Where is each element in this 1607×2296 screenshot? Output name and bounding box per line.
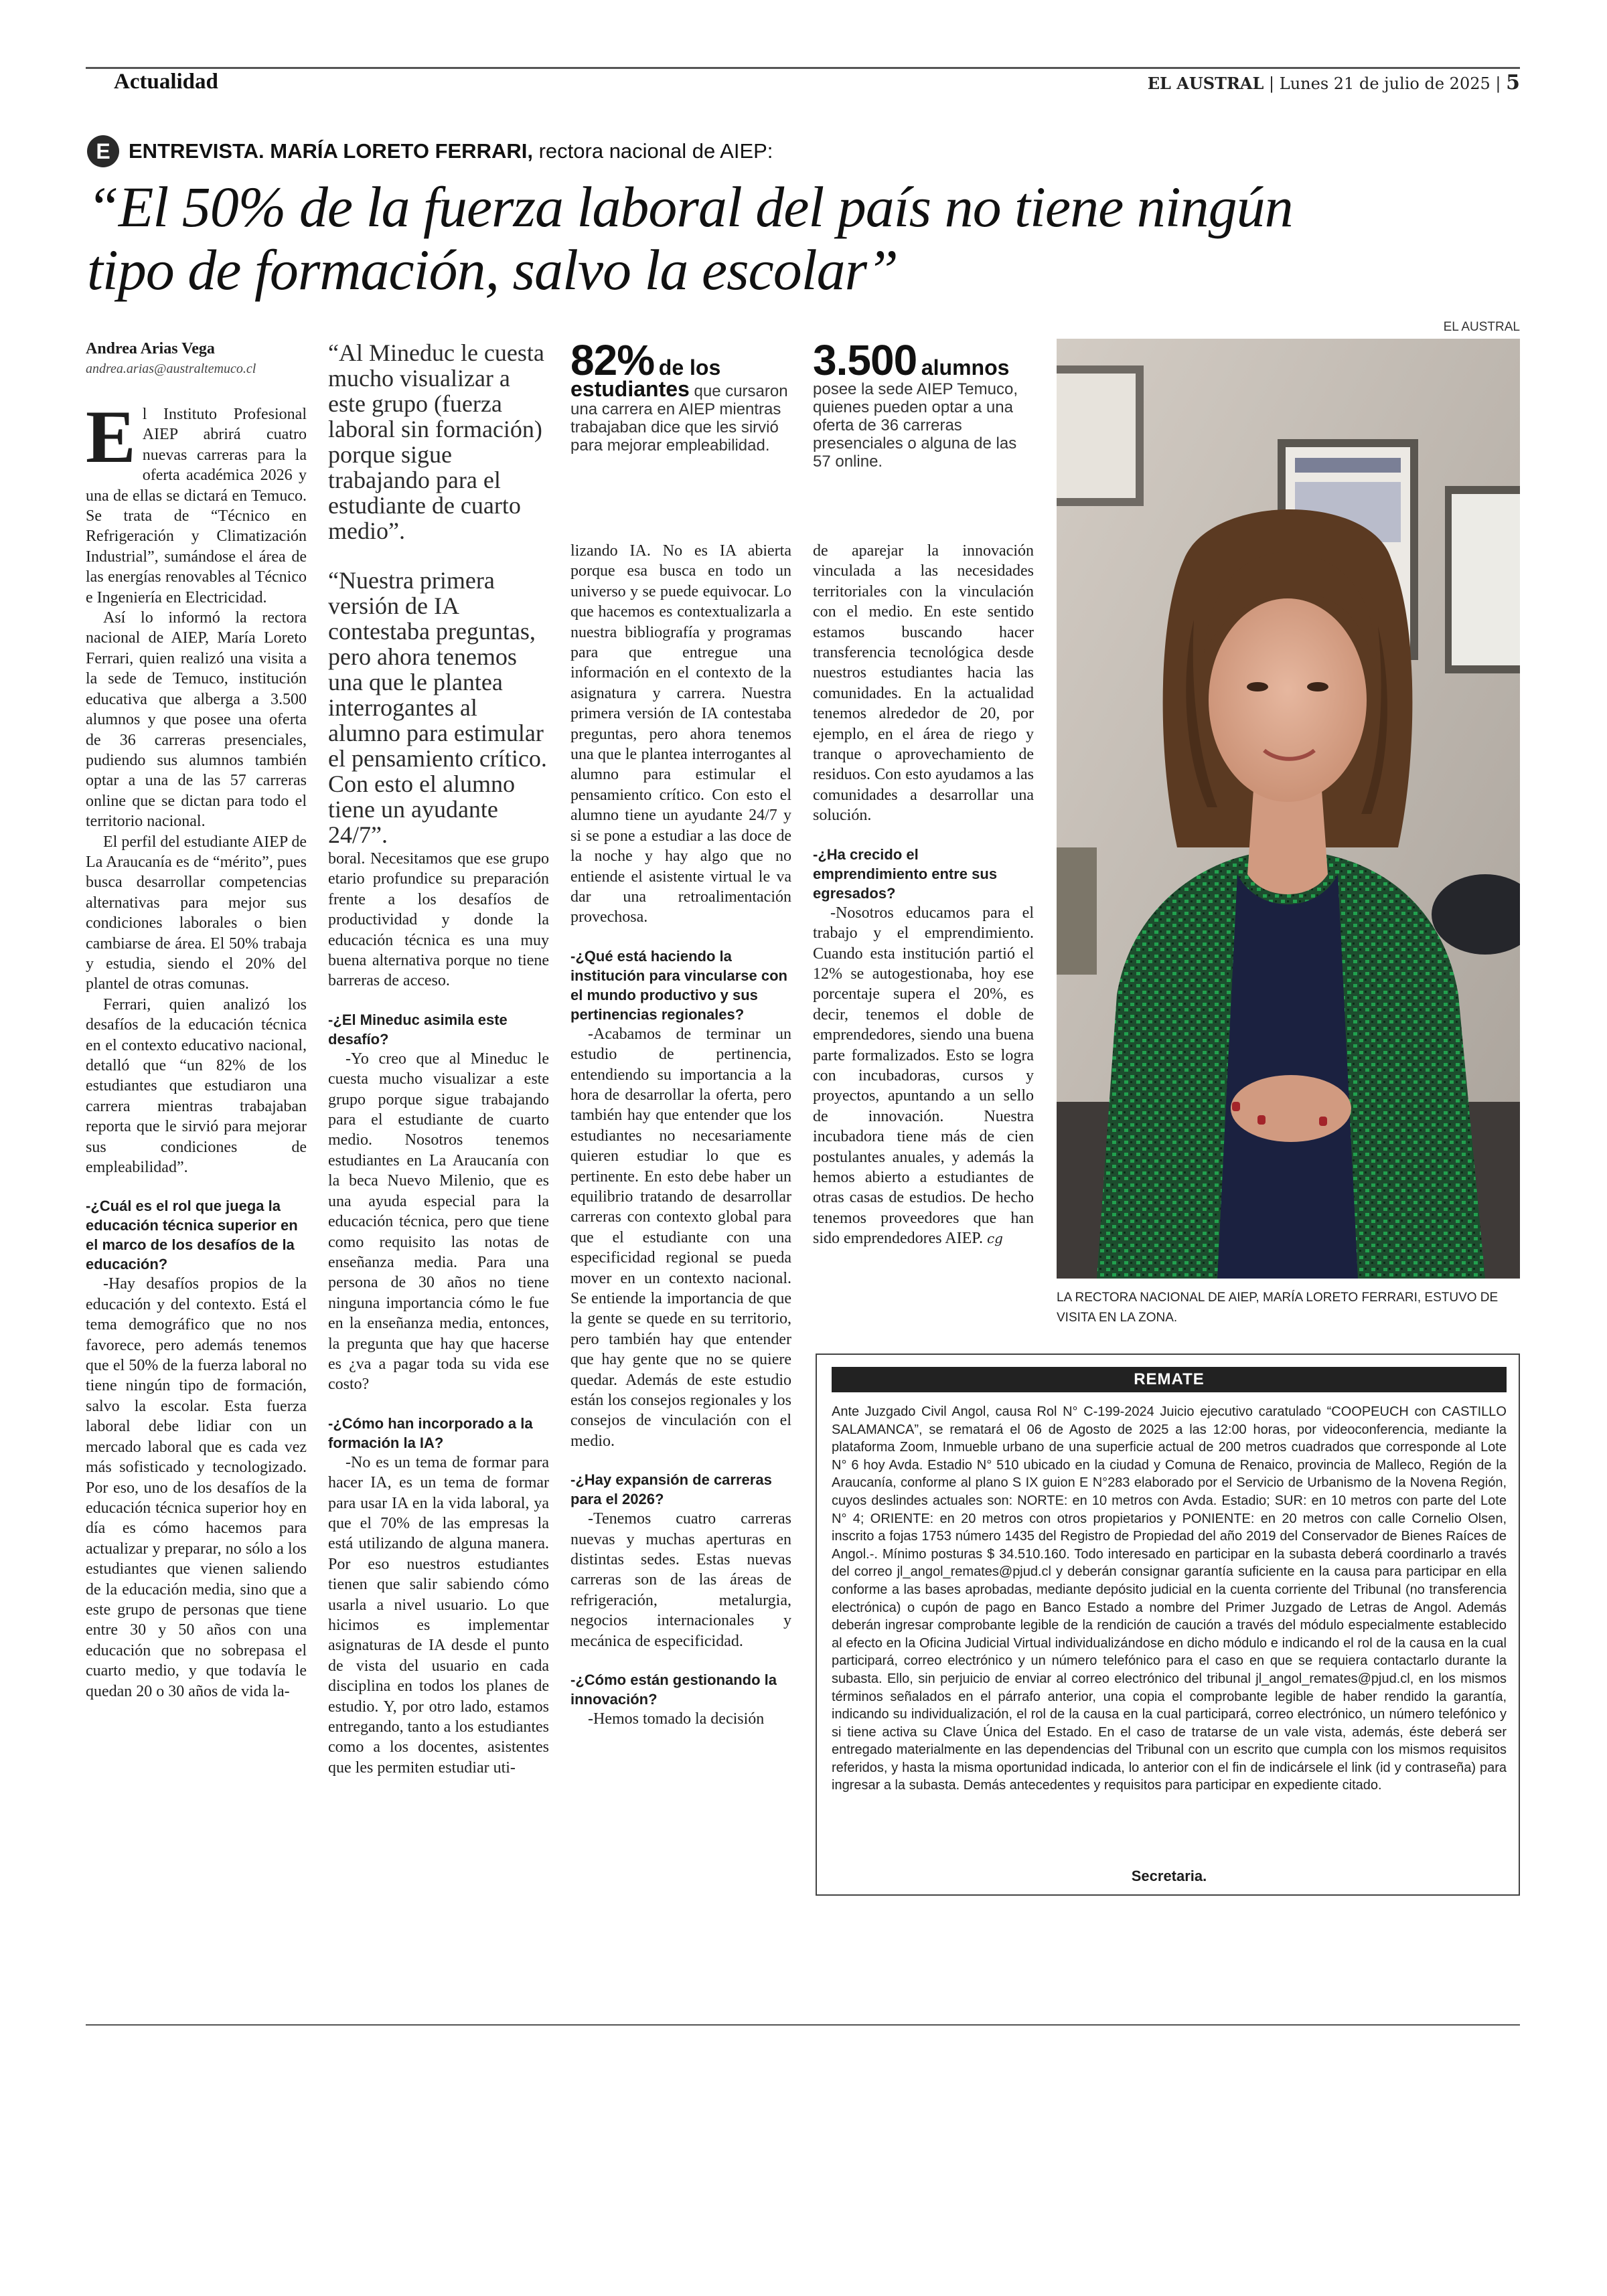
stat-value: 3.500 <box>813 336 917 384</box>
answer-text: -Nosotros educamos para el trabajo y el emprendimiento. Cuando esta institución partió el 12% se autogestionaba, hoy ese porcentaje supera el 20%, es decir, tenemos el doble de emprendedores, siendo una buena parte formalizados. Esto se logra con incubadoras, cursos y proyectos, apuntando a un sello de innovación. Nuestra incubadora tiene más de cien postulantes anuales, y además la hemos abierto a estudiantes de otras casas de estudios. De hecho tenemos proveedores que han sido emprendedores AIEP. <box>813 904 1034 1248</box>
pull-quote-2: “Nuestra primera versión de IA contestaba preguntas, pero ahora tenemos una que le plantea interrogantes al alumno para estimular el pensamiento crítico. Con esto el alumno tiene un ayudante 24/7”. <box>328 567 547 848</box>
interview-answer: -No es un tema de formar para hacer IA, es un tema de formar para usar IA en la vida laboral, ya que el 70% de las empresas la está utilizando de alguna manera. Por eso nuestros estudiantes tienen que salir sabiendo cómo usarla a nivel usuario. Lo que hicimos es implementar asignaturas de IA desde el punto de vista del usuario en cada disciplina en todos los planes de estudio. Y, por otro lado, estamos entregando, tanto a los estudiantes como a los docentes, asistentes que les permiten estudiar uti- <box>328 1453 549 1777</box>
kicker-type: ENTREVISTA. <box>129 139 264 163</box>
interview-question: -¿El Mineduc asimila este desafío? <box>328 1011 508 1048</box>
stat-lead: de los estudiantes <box>570 355 721 401</box>
interview-question: -¿Cómo están gestionando la innovación? <box>570 1671 777 1708</box>
page-number: 5 <box>1506 71 1520 94</box>
interview-question: -¿Qué está haciendo la institución para vincularse con el mundo productivo y sus pertinencias regionales? <box>570 947 787 1023</box>
end-mark-icon: cg <box>986 1230 1003 1247</box>
interview-question: -¿Ha crecido el emprendimiento entre sus egresados? <box>813 845 998 902</box>
kicker <box>87 134 773 169</box>
kicker-role: rectora nacional de AIEP: <box>538 139 773 163</box>
interview-answer: -Hemos tomado la decisión <box>588 1710 765 1728</box>
stat-value: 82% <box>570 336 655 384</box>
newspaper-name: EL AUSTRAL <box>1147 74 1264 93</box>
byline-email: andrea.arias@australtemuco.cl <box>86 361 256 376</box>
drop-cap: E <box>86 396 136 479</box>
pull-quote-1: “Al Mineduc le cuesta mucho visualizar a este grupo (fuerza laboral sin formación) porque sigue trabajando para el estudiante de cuarto medio”. <box>328 339 544 544</box>
interview-answer: -Acabamos de terminar un estudio de pertinencia, entendiendo su importancia a la hora de desarrollar la oferta, pero también hay que entender que los estudiantes no necesariamente quieren estudiar lo que es pertinente. En esto debe haber un equilibrio tratando de desarrollar carreras con contexto global para que el estudiante con una especificidad regional se pueda mover en un contexto nacional. Se entiende la importancia de que la gente se quede en su territorio, pero también hay que entender que hay gente que no se quiere quedar. Además de este estudio están los consejos regionales y los consejos de vinculación con el medio. <box>570 1025 791 1450</box>
header-separator-2: | <box>1495 74 1501 93</box>
stat-lead: alumnos <box>921 355 1010 380</box>
issue-date: Lunes 21 de julio de 2025 <box>1279 74 1490 93</box>
section-title: Actualidad <box>114 70 218 94</box>
paragraph: Ferrari, quien analizó los desafíos de la educación técnica en el contexto educativo nacional, detalló que “un 82% de los estudiantes que estudiaron una carrera mientras trabajaban reporta que le sirvió para mejorar sus condiciones de empleabilidad”. <box>86 995 307 1177</box>
header-separator: | <box>1269 74 1275 93</box>
interview-answer <box>813 903 1034 1249</box>
interview-question: -¿Cuál es el rol que juega la educación técnica superior en el marco de los desafíos de la educación? <box>86 1198 298 1273</box>
interview-answer: -Hay desafíos propios de la educación y del contexto. Está el tema demográfico que no nos favorece, pero además tenemos que el 50% de la fuerza laboral no tiene ningún tipo de formación, salvo la escolar. Esta fuerza laboral debe lidiar con un mercado laboral que es cada vez más sofisticado y tecnologizado. Por eso, uno de los desafíos de la educación técnica superior hoy en día es cómo hacemos para actualizar y preparar, no sólo a los estudiantes que vienen saliendo de la educación media, sino que a este grupo de personas que tiene entre 30 y 50 años con una educación que no sobrepasa el cuarto medio, y que todavía le quedan 20 o 30 años de vida la- <box>86 1275 307 1700</box>
portrait-illustration <box>1057 339 1520 1279</box>
auction-notice-signature: Secretaria. <box>1131 1868 1207 1884</box>
paragraph: lizando IA. No es IA abierta porque esa busca en todo un universo y se puede equivocar. Lo que hacemos es contextualizarla a nuestra bibliografía y programas para que entregue una información en el contexto de la asignatura y carrera. Nuestra primera versión de IA contestaba preguntas, pero ahora tenemos una que le plantea interrogantes al alumno para estimular el pensamiento crítico. Con esto el alumno tiene un ayudante 24/7 y si se pone a estudiar a las doce de la noche y hay algo que no entiende el asistente virtual le va dar una retroalimentación provechosa. <box>570 542 791 926</box>
stat-box-3500 <box>813 336 1034 471</box>
article-column-1 <box>86 396 307 1702</box>
auction-notice <box>816 1354 1520 1896</box>
stat-text: que cursaron una carrera en AIEP mientras trabajaban dice que les sirvió para mejorar empleabilidad. <box>570 382 788 455</box>
kicker-person: MARÍA LORETO FERRARI, <box>270 139 533 163</box>
stat-box-82 <box>570 336 791 455</box>
paragraph: l Instituto Profesional AIEP abrirá cuatro nuevas carreras para la oferta académica 2026 y una de ellas se dictará en Temuco. Se trata de “Técnico en Refrigeración y Climatización Industrial”, sumándose el área de las energías renovables al Técnico e Ingeniería en Electricidad. <box>86 406 307 606</box>
article-column-2 <box>328 849 549 1778</box>
interview-question: -¿Hay expansión de carreras para el 2026? <box>570 1471 772 1508</box>
paragraph: de aparejar la innovación vinculada a las necesidades territoriales con la vinculación con el medio. En este sentido estamos buscando hacer transferencia tecnológica desde nuestros estudiantes hacia las comunidades. En la actualidad tenemos alrededor de 20, por ejemplo, en el área de riego y tranque o aprovechamiento de residuos. Con esto ayudamos a las comunidades a desarrollar una solución. <box>813 542 1034 825</box>
paragraph: El perfil del estudiante AIEP de La Araucanía es de “mérito”, pues busca desarrollar competencias alternativas para mejor sus condiciones laborales o bien cambiarse de área. El 50% trabaja y estudia, siendo el 20% del plantel de otras comunas. <box>86 833 307 993</box>
auction-notice-title: REMATE <box>832 1367 1507 1392</box>
article-column-4 <box>813 541 1034 1249</box>
paragraph: boral. Necesitamos que ese grupo etario profundice su preparación frente a los desafíos de productividad y donde la educación técnica es una muy buena alternativa porque no tiene barreras de acceso. <box>328 850 549 990</box>
interview-answer: -Tenemos cuatro carreras nuevas y muchas aperturas en distintas sedes. Estas nuevas carreras son de las áreas de refrigeración, metalurgia, negocios internacionales y mecánica de especificidad. <box>570 1510 791 1650</box>
article-column-3 <box>570 541 791 1730</box>
paragraph: Así lo informó la rectora nacional de AIEP, María Loreto Ferrari, quien realizó una visita a la sede de Temuco, institución educativa que alberga a 3.500 alumnos y que posee una oferta de 36 carreras presenciales, pudiendo sus alumnos también optar a una de las 57 carreras online que se dictan para todo el territorio nacional. <box>86 609 307 831</box>
kicker-text <box>129 139 773 163</box>
interview-badge-icon: E <box>87 135 119 167</box>
bottom-rule <box>86 2024 1520 2026</box>
auction-notice-text: Ante Juzgado Civil Angol, causa Rol N° C-199-2024 Juicio ejecutivo caratulado “COOPEUCH con CASTILLO SALAMANCA”, se rematará el 06 de Agosto de 2025 a las 12:00 horas, por videoconferencia, mediante la plataforma Zoom, Inmueble urbano de una superficie actual de 200 metros cuadrados que corresponde al Lote N° 6 hoy Avda. Estadio N° 510 ubicado en la ciudad y Comuna de Renaico, provincia de Malleco, Región de la Araucanía, conforme al plano S IX guion E N°283 elaborado por el Servicio de Urbanismo de la Novena Región, cuyos deslindes actuales son: NORTE: en 10 metros con Avda. Estadio; SUR: en 10 metros con parte del Lote N° 4; ORIENTE: en 20 metros con otros propietarios y PONIENTE: en 20 metros con calle Cornelio Olsen, inscrito a fojas 1753 número 1435 del Registro de Propiedad del año 2019 del Conservador de Bienes Raíces de Angol.-. Mínimo posturas $ 34.510.160. Todo interesado en participar en la subasta deberá coordinarlo a través del correo jl_angol_remates@pjud.cl y deberán consignar garantía suficiente en la causa para participar en ella conforme a las bases aprobadas, mediante depósito judicial en la cuenta corriente del Tribunal (no transferencia electrónica) o cupón de pago en Banco Estado a nombre del Primer Juzgado de Letras de Angol. Además deberán ingresar comprobante legible de la rendición de caución a través del módulo especialmente establecido al efecto en la Oficina Judicial Virtual individualizándose en dicho módulo e indicando el rol de la causa en la cual participará, correo electrónico y un número telefónico para el caso en que se requiera contactarlo durante la subasta. Ello, sin perjuicio de enviar al correo electrónico del tribunal jl_angol_remates@pjud.cl, en los mismos términos señalados en el párrafo anterior, una copia el comprobante legible de haber rendido la garantía, indicando su individualización, el rol de la causa en la cual participará, correo electrónico, un número telefónico y si tiene activa su Clave Única del Estado. En el caso de tratarse de un vale vista, además, éste deberá ser entregado materialmente en las dependencias del Tribunal con un escrito que cumpla con los mismos requisitos referidos, y hasta la misma oportunidad indicada, lo anterior con el fin de indicársele el link (id y contraseña) para ingresar a la subasta. Demás antecedentes y requisitos para participar en expediente citado. <box>832 1404 1507 1793</box>
headline: “El 50% de la fuerza laboral del país no tiene ningún tipo de formación, salvo la escolar” <box>87 175 1293 302</box>
page-header-info <box>1148 71 1520 94</box>
byline-author: Andrea Arias Vega <box>86 340 215 357</box>
photo-credit: EL AUSTRAL <box>1443 320 1520 334</box>
top-rule <box>86 67 1520 69</box>
interview-answer: -Yo creo que al Mineduc le cuesta mucho visualizar a este grupo porque sigue trabajando para el estudiante de cuarto medio. Nosotros tenemos estudiantes en La Araucanía con la beca Nuevo Milenio, que es una ayuda especial para la educación técnica, pero que tiene como requisito las notas de enseñanza media. Para una persona de 30 años no tiene ninguna importancia cómo le fue en la enseñanza media, entonces, la pregunta que hay que hacerse es ¿va a pagar toda su vida ese costo? <box>328 1050 549 1394</box>
interview-question: -¿Cómo han incorporado a la formación la IA? <box>328 1414 533 1451</box>
stat-text: posee la sede AIEP Temuco, quienes pueden optar a una oferta de 36 carreras presenciales o alguna de las 57 online. <box>813 380 1018 471</box>
photo-caption: LA RECTORA NACIONAL DE AIEP, MARÍA LORETO FERRARI, ESTUVO DE VISITA EN LA ZONA. <box>1057 1291 1499 1325</box>
portrait-photo <box>1057 339 1520 1279</box>
